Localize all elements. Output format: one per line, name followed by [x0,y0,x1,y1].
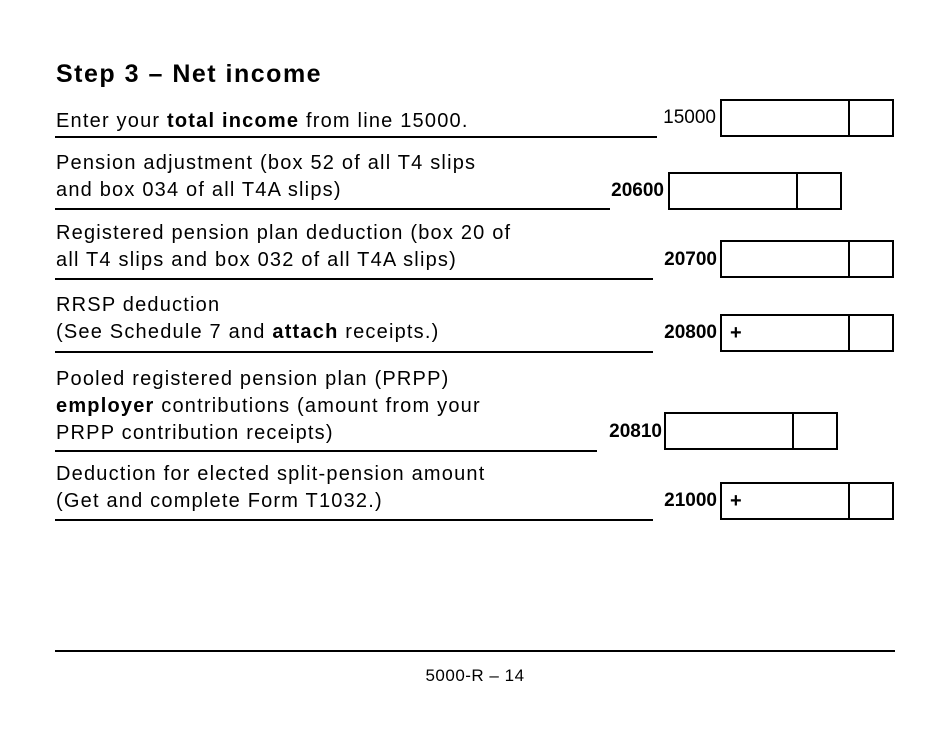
line-code-15000: 15000 [663,107,716,128]
pension-adjustment-description: Pension adjustment (box 52 of all T4 slips and box 034 of all T4A slips) [56,152,477,201]
line-rule [55,351,653,353]
line-rule [55,136,657,138]
line-rule [55,278,653,280]
line-code-20810: 20810 [609,421,662,442]
line-rule [55,208,610,210]
cents-cell[interactable] [850,242,892,276]
line-code-20600: 20600 [611,180,664,201]
cents-cell[interactable] [798,174,840,208]
line-rule [55,519,653,521]
rrsp-deduction-description: RRSP deduction (See Schedule 7 and attach receipts.) [56,294,440,343]
section-title: Step 3 – Net income [56,60,323,88]
cents-cell[interactable] [850,484,892,518]
dollars-cell[interactable] [722,484,850,518]
line-code-21000: 21000 [664,490,717,511]
plus-sign: + [730,490,742,512]
split-pension-description: Deduction for elected split-pension amount (Get and complete Form T1032.) [56,463,486,512]
dollars-cell[interactable] [722,316,850,350]
amount-field-15000[interactable] [720,99,894,137]
dollars-cell[interactable] [670,174,798,208]
total-income-description: Enter your total income from line 15000. [56,110,469,132]
line-code-20800: 20800 [664,322,717,343]
rpp-deduction-description: Registered pension plan deduction (box 20 of all T4 slips and box 032 of all T4A slips) [56,222,512,271]
amount-field-20700[interactable] [720,240,894,278]
line-rule [55,450,597,452]
amount-field-20810[interactable] [664,412,838,450]
amount-field-20600[interactable] [668,172,842,210]
amount-field-20800[interactable] [720,314,894,352]
dollars-cell[interactable] [722,242,850,276]
plus-sign: + [730,322,742,344]
cents-cell[interactable] [850,316,892,350]
line-code-20700: 20700 [664,249,717,270]
page-footer: 5000-R – 14 [425,666,525,685]
footer-rule [55,650,895,652]
cents-cell[interactable] [850,101,892,135]
prpp-contributions-description: Pooled registered pension plan (PRPP) employer contributions (amount from your PRPP contribution receipts) [56,368,481,444]
amount-field-21000[interactable] [720,482,894,520]
dollars-cell[interactable] [722,101,850,135]
cents-cell[interactable] [794,414,836,448]
dollars-cell[interactable] [666,414,794,448]
